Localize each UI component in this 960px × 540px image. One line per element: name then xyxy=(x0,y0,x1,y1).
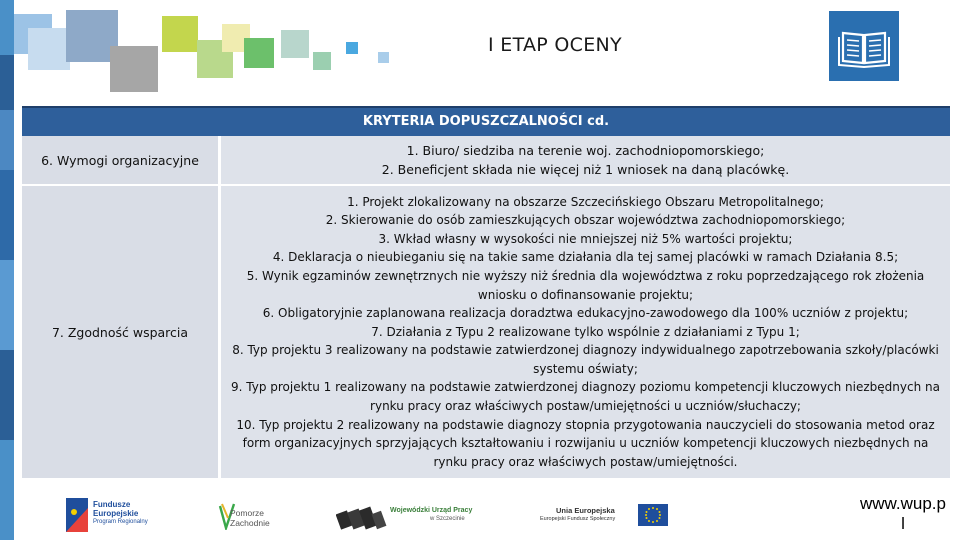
wojewodzki-urzad-pracy-logo xyxy=(336,500,486,534)
decorative-left-strip xyxy=(0,0,14,540)
criteria-item: 4. Deklaracja o nieubieganiu się na takie same działania dla tej samej placówki w ramach Działania 8.5; xyxy=(272,250,899,265)
logo-text: w Szczecinie xyxy=(430,516,465,522)
logo-text: Pomorze xyxy=(230,508,265,518)
criteria-item: 9. Typ projektu 1 realizowany na podstawie zatwierdzonej diagnozy poziomu kompetencji kluczowych niezbędnych na rynku pracy oraz właściwych postaw/umiejętności u uczniów/słuchaczy; xyxy=(231,380,940,414)
book-icon xyxy=(829,11,899,81)
website-link[interactable] xyxy=(846,494,960,540)
criteria-item: 10. Typ projektu 2 realizowany na podstawie diagnozy stopnia przygotowania nauczycieli do stosowania metod oraz form organizacyjnych sprzyjających kształtowaniu i rozwijaniu u uczniów kompetencji kluczowych niezbędnych na rynku pracy oraz właściwych postaw/umiejętności. xyxy=(236,417,935,469)
logo-text: Fundusze xyxy=(93,500,131,509)
criteria-item: 3. Wkład własny w wysokości nie mniejszej niż 5% wartości projektu; xyxy=(378,231,793,246)
logo-text: Zachodnie xyxy=(230,518,270,528)
decorative-square xyxy=(378,52,389,63)
criteria-header: KRYTERIA DOPUSZCZALNOŚCI cd. xyxy=(22,106,950,136)
criteria-item: 2. Skierowanie do osób zamieszkujących obszar województwa zachodniopomorskiego; xyxy=(325,213,846,228)
pomorze-zachodnie-logo xyxy=(216,500,296,534)
decorative-square xyxy=(313,52,331,70)
criteria-item: 6. Obligatoryjnie zaplanowana realizacja doradztwa edukacyjno-zawodowego dla 100% uczniów z projektu; xyxy=(262,306,909,321)
decorative-square xyxy=(28,28,70,70)
logo-text: Unia Europejska xyxy=(556,506,615,515)
fundusze-europejskie-logo xyxy=(66,496,176,534)
decorative-square xyxy=(244,38,274,68)
criteria-item: 2. Beneficjent składa nie więcej niż 1 wniosek na daną placówkę. xyxy=(381,162,790,177)
criteria-row xyxy=(22,136,950,184)
criteria-item: 8. Typ projektu 3 realizowany na podstawie zatwierdzonej diagnozy indywidualnego zapotrzebowania szkoły/placówki systemu oświaty; xyxy=(232,343,939,376)
criteria-content xyxy=(221,186,950,478)
criteria-row xyxy=(22,186,950,478)
website-text-tail: l xyxy=(901,514,905,533)
logo-text: Europejski Fundusz Społeczny xyxy=(540,516,616,522)
eu-flag-icon xyxy=(638,504,668,526)
page-title: I ETAP OCENY xyxy=(488,34,622,56)
decorative-square xyxy=(110,46,158,92)
decorative-square xyxy=(346,42,358,54)
criteria-label: 6. Wymogi organizacyjne xyxy=(22,136,218,184)
criteria-item: 7. Działania z Typu 2 realizowane tylko wspólnie z działaniami z Typu 1; xyxy=(371,324,800,339)
criteria-item: 1. Biuro/ siedziba na terenie woj. zachodniopomorskiego; xyxy=(406,143,765,158)
criteria-item: 1. Projekt zlokalizowany na obszarze Szczecińskiego Obszaru Metropolitalnego; xyxy=(347,194,824,209)
logo-text: Program Regionalny xyxy=(93,519,148,525)
logo-text: Wojewódzki Urząd Pracy xyxy=(390,507,473,514)
unia-europejska-logo xyxy=(540,502,670,532)
website-text: www.wup.p xyxy=(860,494,946,513)
criteria-label: 7. Zgodność wsparcia xyxy=(22,186,218,478)
decorative-square xyxy=(162,16,198,52)
decorative-square xyxy=(281,30,309,58)
criteria-content xyxy=(221,136,950,184)
logo-text: Europejskie xyxy=(93,509,139,518)
criteria-item: 5. Wynik egzaminów zewnętrznych nie wyższy niż średnia dla województwa z roku poprzedzającego rok złożenia wniosku o dofinansowanie projektu; xyxy=(246,268,925,302)
